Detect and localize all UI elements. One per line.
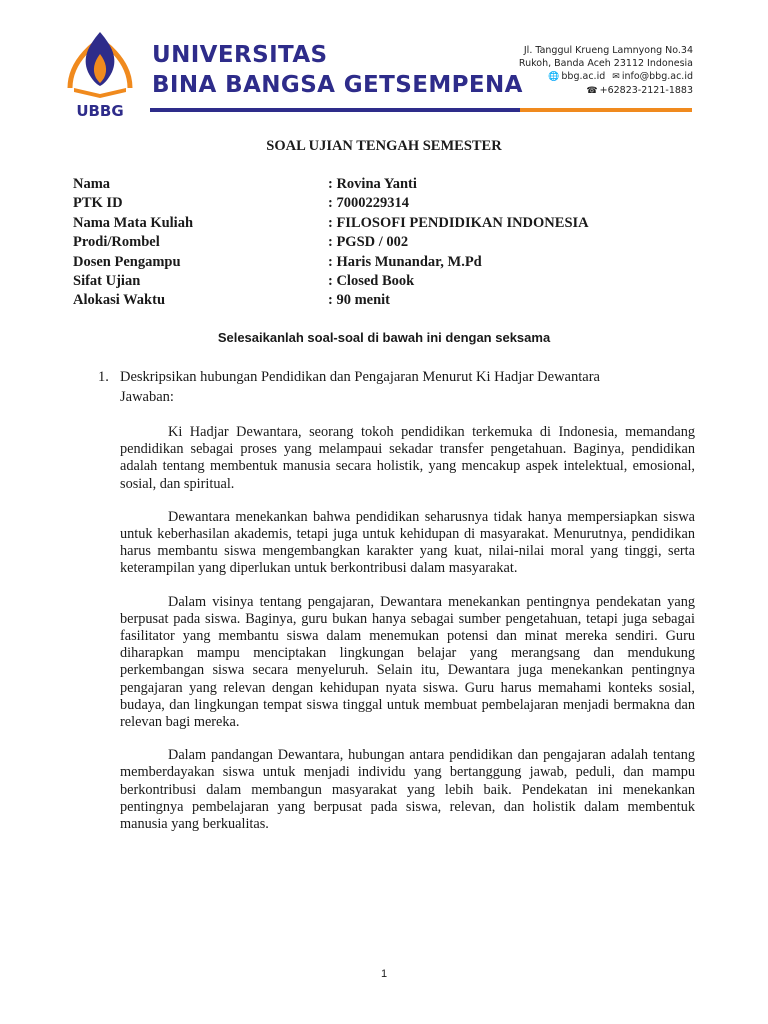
info-label: Dosen Pengampu [73,253,181,270]
mail-icon: ✉ [612,72,620,82]
info-row-nama [73,175,589,194]
info-label: Prodi/Rombel [73,234,160,251]
info-label: Alokasi Waktu [73,292,166,309]
logo-text: UBBG [76,102,124,120]
info-row-prodi [73,233,589,252]
exam-info-table [73,175,589,311]
document-title: SOAL UJIAN TENGAH SEMESTER [266,138,502,154]
info-row-alokasi-waktu [73,291,589,310]
info-value: : Closed Book [328,272,415,289]
info-row-sifat-ujian [73,272,589,291]
globe-icon: 🌐 [548,72,560,82]
info-label: Sifat Ujian [73,272,141,289]
info-value: : Haris Munandar, M.Pd [328,253,482,270]
answer-label: Jawaban: [120,389,174,405]
contact-block [519,44,693,98]
info-row-dosen [73,253,589,272]
info-value: : Rovina Yanti [328,176,417,192]
letterhead-divider-orange [520,108,692,112]
letterhead [0,0,768,125]
address-line2: Rukoh, Banda Aceh 23112 Indonesia [518,58,693,69]
info-label: Nama Mata Kuliah [73,214,194,231]
answer-paragraph: Dalam visinya tentang pengajaran, Dewantara menekankan pentingnya pendekatan yang berpusat pada siswa. Baginya, guru bukan hanya sebagai sumber pengetahuan, tetapi juga sebagai fasilitator yang membantu siswa dalam menemukan potensi dan minat mereka sendiri. Guru diharapkan mampu menciptakan lingkungan belajar yang merangsang dan mendukung perkembangan siswa secara menyeluruh. Selain itu, Dewantara juga menekankan pentingnya pengajaran yang relevan dengan kehidupan nyata siswa. Guru harus memahami konteks sosial, budaya, dan lingkungan tempat siswa tinggal untuk membuat pembelajaran menjadi bermakna dan relevan bagi mereka. [120,593,695,731]
university-logo [60,28,140,120]
info-value: : PGSD / 002 [328,234,409,251]
info-value: : 7000229314 [328,195,409,212]
info-value: : 90 menit [328,292,391,309]
phone-row [519,84,693,98]
info-value: : FILOSOFI PENDIDIKAN INDONESIA [328,214,589,231]
info-label: PTK ID [73,195,123,212]
web-email-row [519,70,693,84]
email-text[interactable]: info@bbg.ac.id [621,71,693,82]
website-text[interactable]: bbg.ac.id [561,71,606,82]
university-name-line2: BINA BANGSA GETSEMPENA [152,72,523,98]
answer-paragraph: Dalam pandangan Dewantara, hubungan antara pendidikan dan pengajaran adalah tentang memberdayakan siswa untuk menjadi individu yang bertanggung jawab, peduli, dan mampu berkontribusi dalam membangun masyarakat yang lebih baik. Pendekatan ini menekankan pentingnya pembelajaran yang berpusat pada siswa, relevan, dan holistik dalam membentuk manusia yang berkualitas. [120,747,695,833]
question-text: Deskripsikan hubungan Pendidikan dan Pengajaran Menurut Ki Hadjar Dewantara [120,369,600,385]
phone-icon: ☎ [586,86,598,96]
answer-body [120,424,695,849]
question-number: 1. [98,369,109,385]
answer-paragraph: Ki Hadjar Dewantara, seorang tokoh pendidikan terkemuka di Indonesia, memandang pendidikan sebagai proses yang melampaui sekadar transfer pengetahuan. Baginya, pendidikan adalah tentang membentuk manusia secara holistik, yang mencakup aspek intelektual, emosional, sosial, dan spiritual. [120,424,695,492]
exam-instruction: Selesaikanlah soal-soal di bawah ini dengan seksama [217,330,551,345]
info-label: Nama [73,176,111,192]
university-name [152,40,523,100]
letterhead-divider-blue [150,108,520,112]
address-line1: Jl. Tanggul Krueng Lamnyong No.34 [523,45,693,56]
page-number: 1 [380,968,388,980]
info-row-ptk-id [73,194,589,213]
answer-paragraph: Dewantara menekankan bahwa pendidikan seharusnya tidak hanya mempersiapkan siswa untuk keberhasilan akademis, tetapi juga untuk kehidupan di masyarakat. Menurutnya, pendidikan harus membantu siswa mengembangkan karakter yang kuat, nilai-nilai moral yang tinggi, serta keterampilan yang diperlukan untuk berkontribusi dalam masyarakat. [120,508,695,577]
phone-text: +62823-2121-1883 [599,85,693,96]
university-name-line1: UNIVERSITAS [152,42,328,68]
info-row-mata-kuliah [73,214,589,233]
